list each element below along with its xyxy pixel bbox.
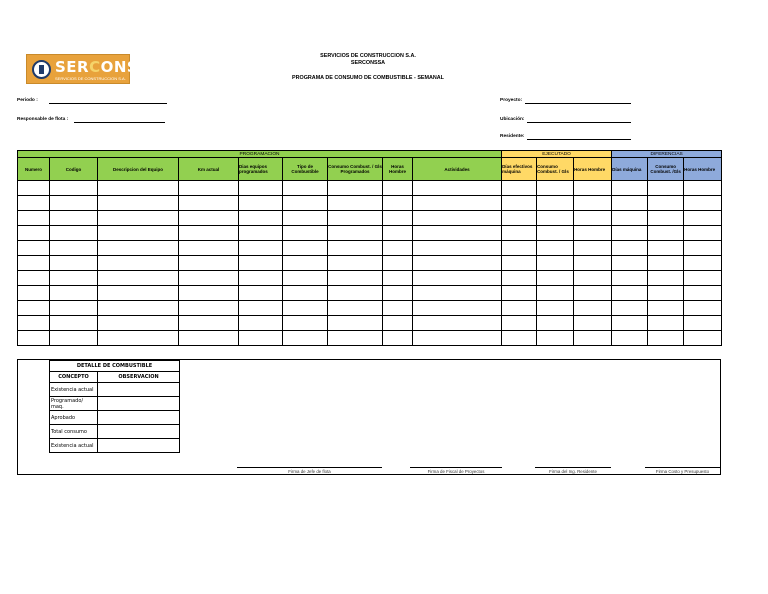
logo-emblem-icon xyxy=(32,60,51,79)
table-cell[interactable] xyxy=(502,316,537,331)
table-cell[interactable] xyxy=(283,271,328,286)
table-cell[interactable] xyxy=(684,331,722,346)
table-cell[interactable] xyxy=(537,241,574,256)
fuel-row xyxy=(50,425,180,439)
fuel-row-observacion[interactable] xyxy=(98,425,180,439)
table-cell[interactable] xyxy=(574,331,612,346)
col-tipo-combustible: Tipo de Combustible xyxy=(283,158,328,181)
table-cell[interactable] xyxy=(179,241,239,256)
table-cell[interactable] xyxy=(98,241,179,256)
table-cell[interactable] xyxy=(179,271,239,286)
fuel-row xyxy=(50,411,180,425)
table-cell[interactable] xyxy=(612,331,648,346)
table-cell[interactable] xyxy=(18,211,50,226)
table-cell[interactable] xyxy=(413,316,502,331)
table-cell[interactable] xyxy=(648,316,684,331)
table-cell[interactable] xyxy=(98,226,179,241)
table-cell[interactable] xyxy=(413,211,502,226)
fuel-row xyxy=(50,397,180,411)
table-cell[interactable] xyxy=(328,286,383,301)
program-title: PROGRAMA DE CONSUMO DE COMBUSTIBLE - SEMANAL xyxy=(292,75,444,81)
table-row xyxy=(18,196,722,211)
fuel-row-label: Existencia actual xyxy=(50,383,98,397)
table-cell[interactable] xyxy=(612,301,648,316)
table-cell[interactable] xyxy=(537,331,574,346)
table-cell[interactable] xyxy=(574,271,612,286)
logo-subtitle: SERVICIOS DE CONSTRUCCION S.A. xyxy=(55,76,126,81)
table-cell[interactable] xyxy=(18,226,50,241)
table-cell[interactable] xyxy=(98,286,179,301)
table-cell[interactable] xyxy=(648,226,684,241)
ubicacion-field[interactable] xyxy=(527,122,631,123)
fuel-row-label: Programado/ maq. xyxy=(50,397,98,411)
table-cell[interactable] xyxy=(50,226,98,241)
table-cell[interactable] xyxy=(179,316,239,331)
fuel-detail-table xyxy=(49,360,180,453)
table-cell[interactable] xyxy=(98,181,179,196)
fuel-row-observacion[interactable] xyxy=(98,439,180,453)
table-cell[interactable] xyxy=(328,211,383,226)
col-numero: Numero xyxy=(18,158,50,181)
table-row xyxy=(18,256,722,271)
table-cell[interactable] xyxy=(383,211,413,226)
table-cell[interactable] xyxy=(18,241,50,256)
table-cell[interactable] xyxy=(413,226,502,241)
table-cell[interactable] xyxy=(502,196,537,211)
table-cell[interactable] xyxy=(537,211,574,226)
signature-residente: Firma del Ing. Residente xyxy=(535,467,611,474)
group-ejecutado: EJECUTADO xyxy=(502,151,612,158)
table-cell[interactable] xyxy=(239,226,283,241)
table-cell[interactable] xyxy=(98,256,179,271)
table-cell[interactable] xyxy=(283,226,328,241)
table-cell[interactable] xyxy=(283,181,328,196)
table-cell[interactable] xyxy=(328,241,383,256)
signature-jefe-flota: Firma de Jefe de flota xyxy=(237,467,382,474)
table-cell[interactable] xyxy=(50,256,98,271)
table-cell[interactable] xyxy=(684,196,722,211)
col-ejecutado-horas: Horas Hombre xyxy=(574,158,612,181)
table-cell[interactable] xyxy=(98,196,179,211)
table-row xyxy=(18,211,722,226)
table-cell[interactable] xyxy=(684,301,722,316)
table-cell[interactable] xyxy=(537,256,574,271)
table-cell[interactable] xyxy=(383,181,413,196)
signature-fiscal: Firma de Fiscal de Proyectos xyxy=(410,467,502,474)
table-cell[interactable] xyxy=(648,241,684,256)
table-cell[interactable] xyxy=(179,181,239,196)
group-header-row xyxy=(18,151,722,158)
col-codigo: Codigo xyxy=(50,158,98,181)
fuel-row-observacion[interactable] xyxy=(98,397,180,411)
table-cell[interactable] xyxy=(684,256,722,271)
table-cell[interactable] xyxy=(179,196,239,211)
table-cell[interactable] xyxy=(413,256,502,271)
table-cell[interactable] xyxy=(612,256,648,271)
table-cell[interactable] xyxy=(283,316,328,331)
logo-brand: SERCONS xyxy=(55,58,139,76)
table-cell[interactable] xyxy=(383,241,413,256)
col-dias-programados: Dias equipos programados xyxy=(239,158,283,181)
table-cell[interactable] xyxy=(50,211,98,226)
fuel-program-table xyxy=(17,150,722,346)
col-dif-maquina: Días máquina xyxy=(612,158,648,181)
table-cell[interactable] xyxy=(574,181,612,196)
fuel-row-label: Total consumo xyxy=(50,425,98,439)
group-programacion: PROGRAMACION xyxy=(18,151,502,158)
table-cell[interactable] xyxy=(328,301,383,316)
table-cell[interactable] xyxy=(239,241,283,256)
table-cell[interactable] xyxy=(537,271,574,286)
table-cell[interactable] xyxy=(50,271,98,286)
fuel-col-observacion: OBSERVACION xyxy=(98,372,180,383)
table-cell[interactable] xyxy=(574,256,612,271)
table-cell[interactable] xyxy=(574,241,612,256)
table-cell[interactable] xyxy=(413,286,502,301)
table-cell[interactable] xyxy=(684,181,722,196)
table-row xyxy=(18,271,722,286)
table-cell[interactable] xyxy=(18,181,50,196)
table-cell[interactable] xyxy=(179,331,239,346)
table-cell[interactable] xyxy=(239,211,283,226)
table-cell[interactable] xyxy=(612,286,648,301)
signature-costo: Firma Costo y Presupuesto xyxy=(645,467,720,474)
table-cell[interactable] xyxy=(413,241,502,256)
table-cell[interactable] xyxy=(18,301,50,316)
table-cell[interactable] xyxy=(50,331,98,346)
residente-field[interactable] xyxy=(527,139,631,140)
table-cell[interactable] xyxy=(612,241,648,256)
table-cell[interactable] xyxy=(98,301,179,316)
residente-label: Residente: xyxy=(500,134,525,139)
fuel-detail-title: DETALLE DE COMBUSTIBLE xyxy=(50,361,180,372)
table-cell[interactable] xyxy=(283,286,328,301)
table-cell[interactable] xyxy=(502,271,537,286)
table-cell[interactable] xyxy=(328,256,383,271)
table-cell[interactable] xyxy=(413,196,502,211)
fuel-row-label: Aprobado xyxy=(50,411,98,425)
table-cell[interactable] xyxy=(18,286,50,301)
table-cell[interactable] xyxy=(684,271,722,286)
table-row xyxy=(18,226,722,241)
table-cell[interactable] xyxy=(383,226,413,241)
table-cell[interactable] xyxy=(502,181,537,196)
table-cell[interactable] xyxy=(328,331,383,346)
table-cell[interactable] xyxy=(283,301,328,316)
col-km: Km actual xyxy=(179,158,239,181)
table-cell[interactable] xyxy=(502,301,537,316)
table-cell[interactable] xyxy=(502,331,537,346)
table-cell[interactable] xyxy=(648,181,684,196)
table-cell[interactable] xyxy=(574,301,612,316)
responsable-label: Responsable de flota : xyxy=(17,117,69,122)
table-cell[interactable] xyxy=(179,286,239,301)
table-cell[interactable] xyxy=(50,196,98,211)
table-cell[interactable] xyxy=(648,301,684,316)
fuel-row-label: Existencia actual xyxy=(50,439,98,453)
table-cell[interactable] xyxy=(239,196,283,211)
table-cell[interactable] xyxy=(574,286,612,301)
table-cell[interactable] xyxy=(239,286,283,301)
table-cell[interactable] xyxy=(328,181,383,196)
table-cell[interactable] xyxy=(684,286,722,301)
table-cell[interactable] xyxy=(283,256,328,271)
table-cell[interactable] xyxy=(413,301,502,316)
table-cell[interactable] xyxy=(574,196,612,211)
col-dif-consumo: Consumo Combust. /Gls xyxy=(648,158,684,181)
table-cell[interactable] xyxy=(383,286,413,301)
table-cell[interactable] xyxy=(328,316,383,331)
table-cell[interactable] xyxy=(239,331,283,346)
table-cell[interactable] xyxy=(413,331,502,346)
table-cell[interactable] xyxy=(239,301,283,316)
table-cell[interactable] xyxy=(239,316,283,331)
table-cell[interactable] xyxy=(98,331,179,346)
table-cell[interactable] xyxy=(383,196,413,211)
proyecto-field[interactable] xyxy=(525,103,631,104)
table-cell[interactable] xyxy=(502,256,537,271)
table-cell[interactable] xyxy=(18,196,50,211)
table-cell[interactable] xyxy=(383,256,413,271)
table-cell[interactable] xyxy=(684,226,722,241)
col-horas-hombre: Horas Hombre xyxy=(383,158,413,181)
table-cell[interactable] xyxy=(283,241,328,256)
periodo-field[interactable] xyxy=(49,103,167,104)
table-cell[interactable] xyxy=(283,331,328,346)
table-cell[interactable] xyxy=(383,271,413,286)
table-cell[interactable] xyxy=(383,316,413,331)
table-cell[interactable] xyxy=(648,211,684,226)
table-row xyxy=(18,286,722,301)
table-cell[interactable] xyxy=(612,226,648,241)
fuel-row-observacion[interactable] xyxy=(98,383,180,397)
table-cell[interactable] xyxy=(502,211,537,226)
table-cell[interactable] xyxy=(537,316,574,331)
table-cell[interactable] xyxy=(612,271,648,286)
col-descripcion: Descripcion del Equipo xyxy=(98,158,179,181)
table-cell[interactable] xyxy=(328,196,383,211)
table-cell[interactable] xyxy=(50,286,98,301)
table-row xyxy=(18,181,722,196)
fuel-row xyxy=(50,383,180,397)
table-cell[interactable] xyxy=(179,226,239,241)
table-cell[interactable] xyxy=(50,181,98,196)
table-cell[interactable] xyxy=(283,196,328,211)
responsable-field[interactable] xyxy=(74,122,165,123)
periodo-label: Periodo : xyxy=(17,98,38,103)
table-cell[interactable] xyxy=(537,196,574,211)
col-consumo-programado: Consumo Combust. / Gls Programados xyxy=(328,158,383,181)
table-cell[interactable] xyxy=(648,271,684,286)
table-cell[interactable] xyxy=(179,256,239,271)
table-cell[interactable] xyxy=(18,316,50,331)
table-cell[interactable] xyxy=(648,331,684,346)
ubicacion-label: Ubicación: xyxy=(500,117,525,122)
table-row xyxy=(18,316,722,331)
company-logo xyxy=(26,54,139,84)
table-cell[interactable] xyxy=(328,271,383,286)
table-cell[interactable] xyxy=(413,181,502,196)
company-short: SERCONSSA xyxy=(350,60,386,66)
table-cell[interactable] xyxy=(98,316,179,331)
table-cell[interactable] xyxy=(537,301,574,316)
table-cell[interactable] xyxy=(612,196,648,211)
table-cell[interactable] xyxy=(574,211,612,226)
group-diferencias: DIFERENCIAS xyxy=(612,151,722,158)
col-actividades: Actividades xyxy=(413,158,502,181)
table-cell[interactable] xyxy=(537,286,574,301)
table-cell[interactable] xyxy=(612,316,648,331)
table-cell[interactable] xyxy=(18,256,50,271)
table-cell[interactable] xyxy=(383,331,413,346)
table-cell[interactable] xyxy=(328,226,383,241)
table-cell[interactable] xyxy=(502,226,537,241)
fuel-row xyxy=(50,439,180,453)
col-ejecutado-consumo: Consumo Combust. / Gls xyxy=(537,158,574,181)
col-dif-horas: Horas Hombre xyxy=(684,158,722,181)
table-cell[interactable] xyxy=(98,211,179,226)
table-cell[interactable] xyxy=(684,316,722,331)
table-cell[interactable] xyxy=(50,316,98,331)
table-cell[interactable] xyxy=(612,181,648,196)
table-cell[interactable] xyxy=(648,256,684,271)
table-cell[interactable] xyxy=(502,286,537,301)
table-cell[interactable] xyxy=(612,211,648,226)
table-cell[interactable] xyxy=(239,271,283,286)
table-cell[interactable] xyxy=(684,241,722,256)
fuel-col-concepto: CONCEPTO xyxy=(50,372,98,383)
company-name: SERVICIOS DE CONSTRUCCION S.A. xyxy=(320,53,416,59)
table-cell[interactable] xyxy=(179,211,239,226)
table-cell[interactable] xyxy=(383,301,413,316)
table-cell[interactable] xyxy=(537,226,574,241)
table-row xyxy=(18,301,722,316)
table-cell[interactable] xyxy=(684,211,722,226)
table-cell[interactable] xyxy=(98,271,179,286)
table-cell[interactable] xyxy=(50,301,98,316)
table-cell[interactable] xyxy=(413,271,502,286)
table-cell[interactable] xyxy=(648,196,684,211)
table-cell[interactable] xyxy=(574,226,612,241)
table-cell[interactable] xyxy=(502,241,537,256)
table-cell[interactable] xyxy=(239,181,283,196)
table-cell[interactable] xyxy=(283,211,328,226)
fuel-row-observacion[interactable] xyxy=(98,411,180,425)
table-cell[interactable] xyxy=(18,271,50,286)
table-row xyxy=(18,331,722,346)
table-cell[interactable] xyxy=(179,301,239,316)
column-header-row xyxy=(18,158,722,181)
table-cell[interactable] xyxy=(574,316,612,331)
table-cell[interactable] xyxy=(537,181,574,196)
proyecto-label: Proyecto: xyxy=(500,98,523,103)
table-row xyxy=(18,241,722,256)
col-efectivos-maquina: Días efectivos máquina xyxy=(502,158,537,181)
table-cell[interactable] xyxy=(648,286,684,301)
table-cell[interactable] xyxy=(18,331,50,346)
table-cell[interactable] xyxy=(239,256,283,271)
table-cell[interactable] xyxy=(50,241,98,256)
